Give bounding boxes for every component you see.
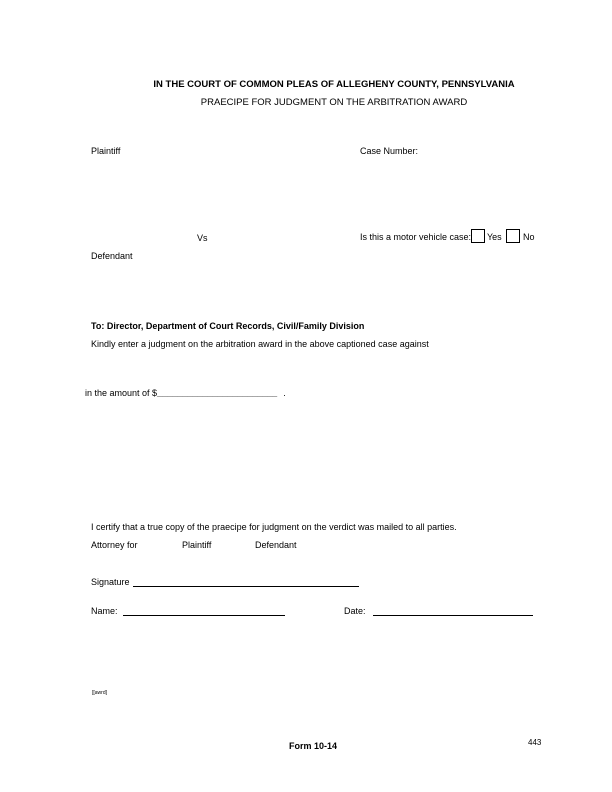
attorney-for-label: Attorney for <box>91 540 138 550</box>
form-number: Form 10-14 <box>289 741 338 751</box>
case-number-label: Case Number: <box>360 146 419 156</box>
signature-field[interactable] <box>133 586 359 587</box>
signature-label: Signature <box>91 577 130 587</box>
no-label: No <box>523 232 535 242</box>
attorney-for-plaintiff[interactable]: Plaintiff <box>182 540 212 550</box>
plaintiff-label: Plaintiff <box>91 146 121 156</box>
name-field[interactable] <box>123 615 285 616</box>
name-label: Name: <box>91 606 118 616</box>
amount-field[interactable]: ________________________ <box>157 388 278 398</box>
court-heading: IN THE COURT OF COMMON PLEAS OF ALLEGHENY COUNTY, PENNSYLVANIA <box>153 79 515 90</box>
request-text: Kindly enter a judgment on the arbitration award in the above captioned case against <box>91 339 429 349</box>
form-title: PRAECIPE FOR JUDGMENT ON THE ARBITRATION AWARD <box>200 97 468 108</box>
defendant-label: Defendant <box>91 251 133 261</box>
yes-label: Yes <box>487 232 502 242</box>
amount-line <box>85 388 286 398</box>
yes-checkbox[interactable] <box>471 229 485 243</box>
to-line: To: Director, Department of Court Records, Civil/Family Division <box>91 321 365 331</box>
certification-statement: I certify that a true copy of the praecipe for judgment on the verdict was mailed to all parties. <box>91 522 457 532</box>
file-tag: [[awrd] <box>92 690 108 696</box>
page-number: 443 <box>528 738 542 747</box>
attorney-for-defendant[interactable]: Defendant <box>255 540 297 550</box>
date-field[interactable] <box>373 615 533 616</box>
date-label: Date: <box>344 606 366 616</box>
motor-vehicle-question: Is this a motor vehicle case: <box>360 232 472 242</box>
amount-period: . <box>283 388 286 398</box>
no-checkbox[interactable] <box>506 229 520 243</box>
vs-label: Vs <box>197 233 208 243</box>
amount-prefix: in the amount of $ <box>85 388 158 398</box>
